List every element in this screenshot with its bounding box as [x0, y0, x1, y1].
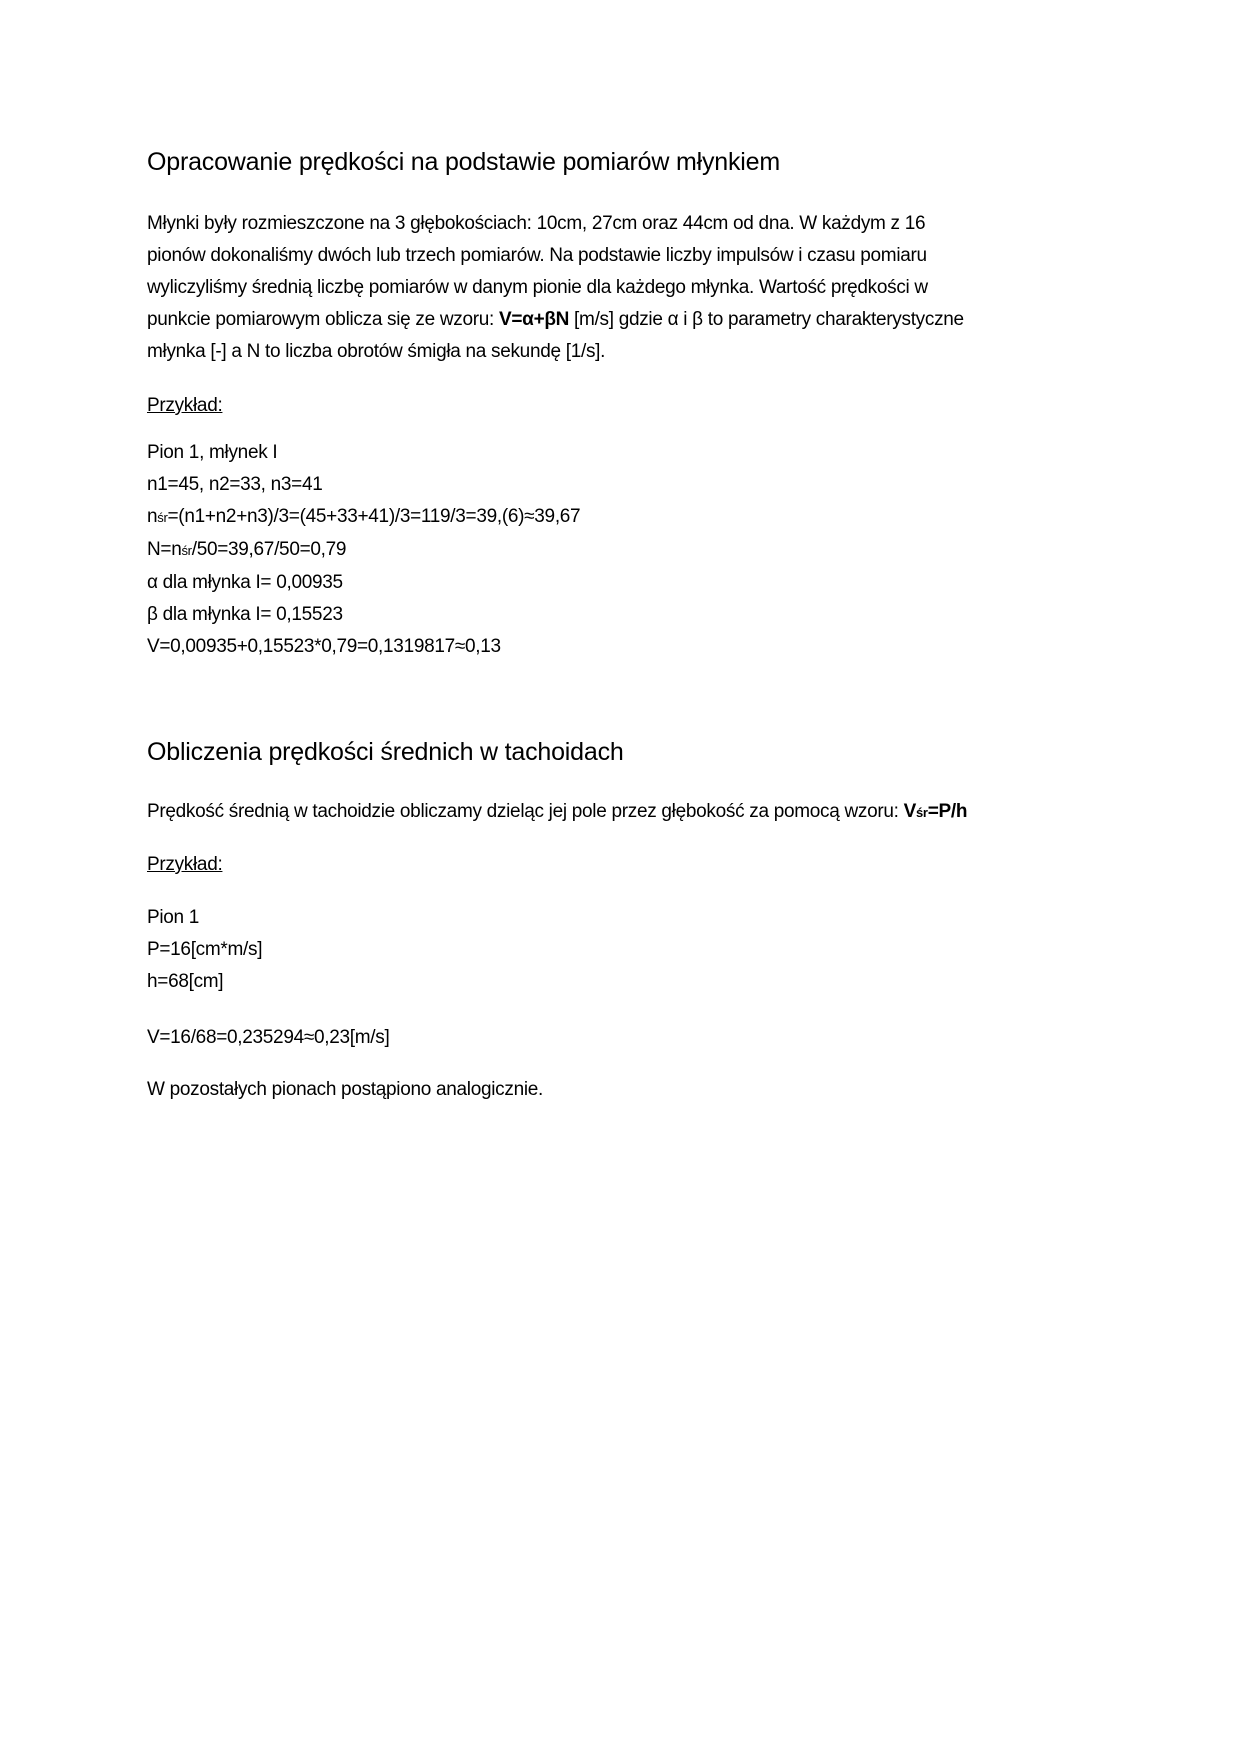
section-2-example-label: Przykład:: [147, 854, 223, 875]
intro-line-4-text: punkcie pomiarowym oblicza się ze wzoru:: [147, 309, 500, 330]
section-1-heading: Opracowanie prędkości na podstawie pomiarów młynkiem: [147, 148, 780, 176]
example-1-line-2: n1=45, n2=33, n3=41: [147, 474, 323, 495]
N-calc-rest: /50=39,67/50=0,79: [191, 539, 347, 560]
example-1-line-3: [147, 501, 1097, 534]
formula-subscript: śr: [915, 805, 928, 820]
example-1-line-6: β dla młynka I= 0,15523: [147, 604, 343, 625]
intro-line-4: [147, 304, 1097, 336]
section-1-intro-paragraph: [147, 208, 1097, 368]
example-1-line-4: [147, 534, 1097, 567]
n-mean-calc: =(n1+n2+n3)/3=(45+33+41)/3=119/3=39,(6)≈39,67: [167, 506, 581, 527]
mean-velocity-formula: [904, 801, 968, 822]
example-2-line-1: Pion 1: [147, 907, 200, 928]
section-1-example-label: Przykład:: [147, 395, 223, 416]
N-calc-subscript: śr: [181, 543, 192, 558]
n-symbol: n: [147, 506, 158, 527]
section-2-example-block: [147, 902, 1097, 998]
intro-line-3: wyliczyliśmy średnią liczbę pomiarów w danym pionie dla każdego młynka. Wartość prędkości w: [147, 277, 928, 298]
example-2-line-2: P=16[cm*m/s]: [147, 939, 263, 960]
example-2-conclusion: W pozostałych pionach postąpiono analogicznie.: [147, 1079, 544, 1100]
intro-line-4-tail: [m/s] gdzie α i β to parametry charakterystyczne: [569, 309, 964, 330]
example-1-line-5: α dla młynka I= 0,00935: [147, 572, 343, 593]
intro-line-2: pionów dokonaliśmy dwóch lub trzech pomiarów. Na podstawie liczby impulsów i czasu pomiaru: [147, 245, 927, 266]
example-2-result: V=16/68=0,235294≈0,23[m/s]: [147, 1027, 390, 1048]
section-2-intro: [147, 796, 967, 829]
formula-v: V: [903, 801, 916, 822]
section-2-intro-text: Prędkość średnią w tachoidzie obliczamy dzieląc jej pole przez głębokość za pomocą wzoru:: [147, 801, 904, 822]
section-2-heading: Obliczenia prędkości średnich w tachoidach: [147, 738, 624, 766]
n-subscript: śr: [157, 510, 168, 525]
intro-line-5: młynka [-] a N to liczba obrotów śmigła na sekundę [1/s].: [147, 341, 606, 362]
N-calc-prefix: N=n: [147, 539, 182, 560]
intro-line-1: Młynki były rozmieszczone na 3 głębokościach: 10cm, 27cm oraz 44cm od dna. W każdym z 16: [147, 213, 926, 234]
formula-rest: =P/h: [927, 801, 968, 822]
velocity-formula: V=α+βN: [499, 309, 570, 330]
section-1-example-block: [147, 437, 1097, 663]
example-2-line-3: h=68[cm]: [147, 971, 224, 992]
example-1-line-1: Pion 1, młynek I: [147, 442, 278, 463]
example-1-line-7: V=0,00935+0,15523*0,79=0,1319817≈0,13: [147, 636, 501, 657]
